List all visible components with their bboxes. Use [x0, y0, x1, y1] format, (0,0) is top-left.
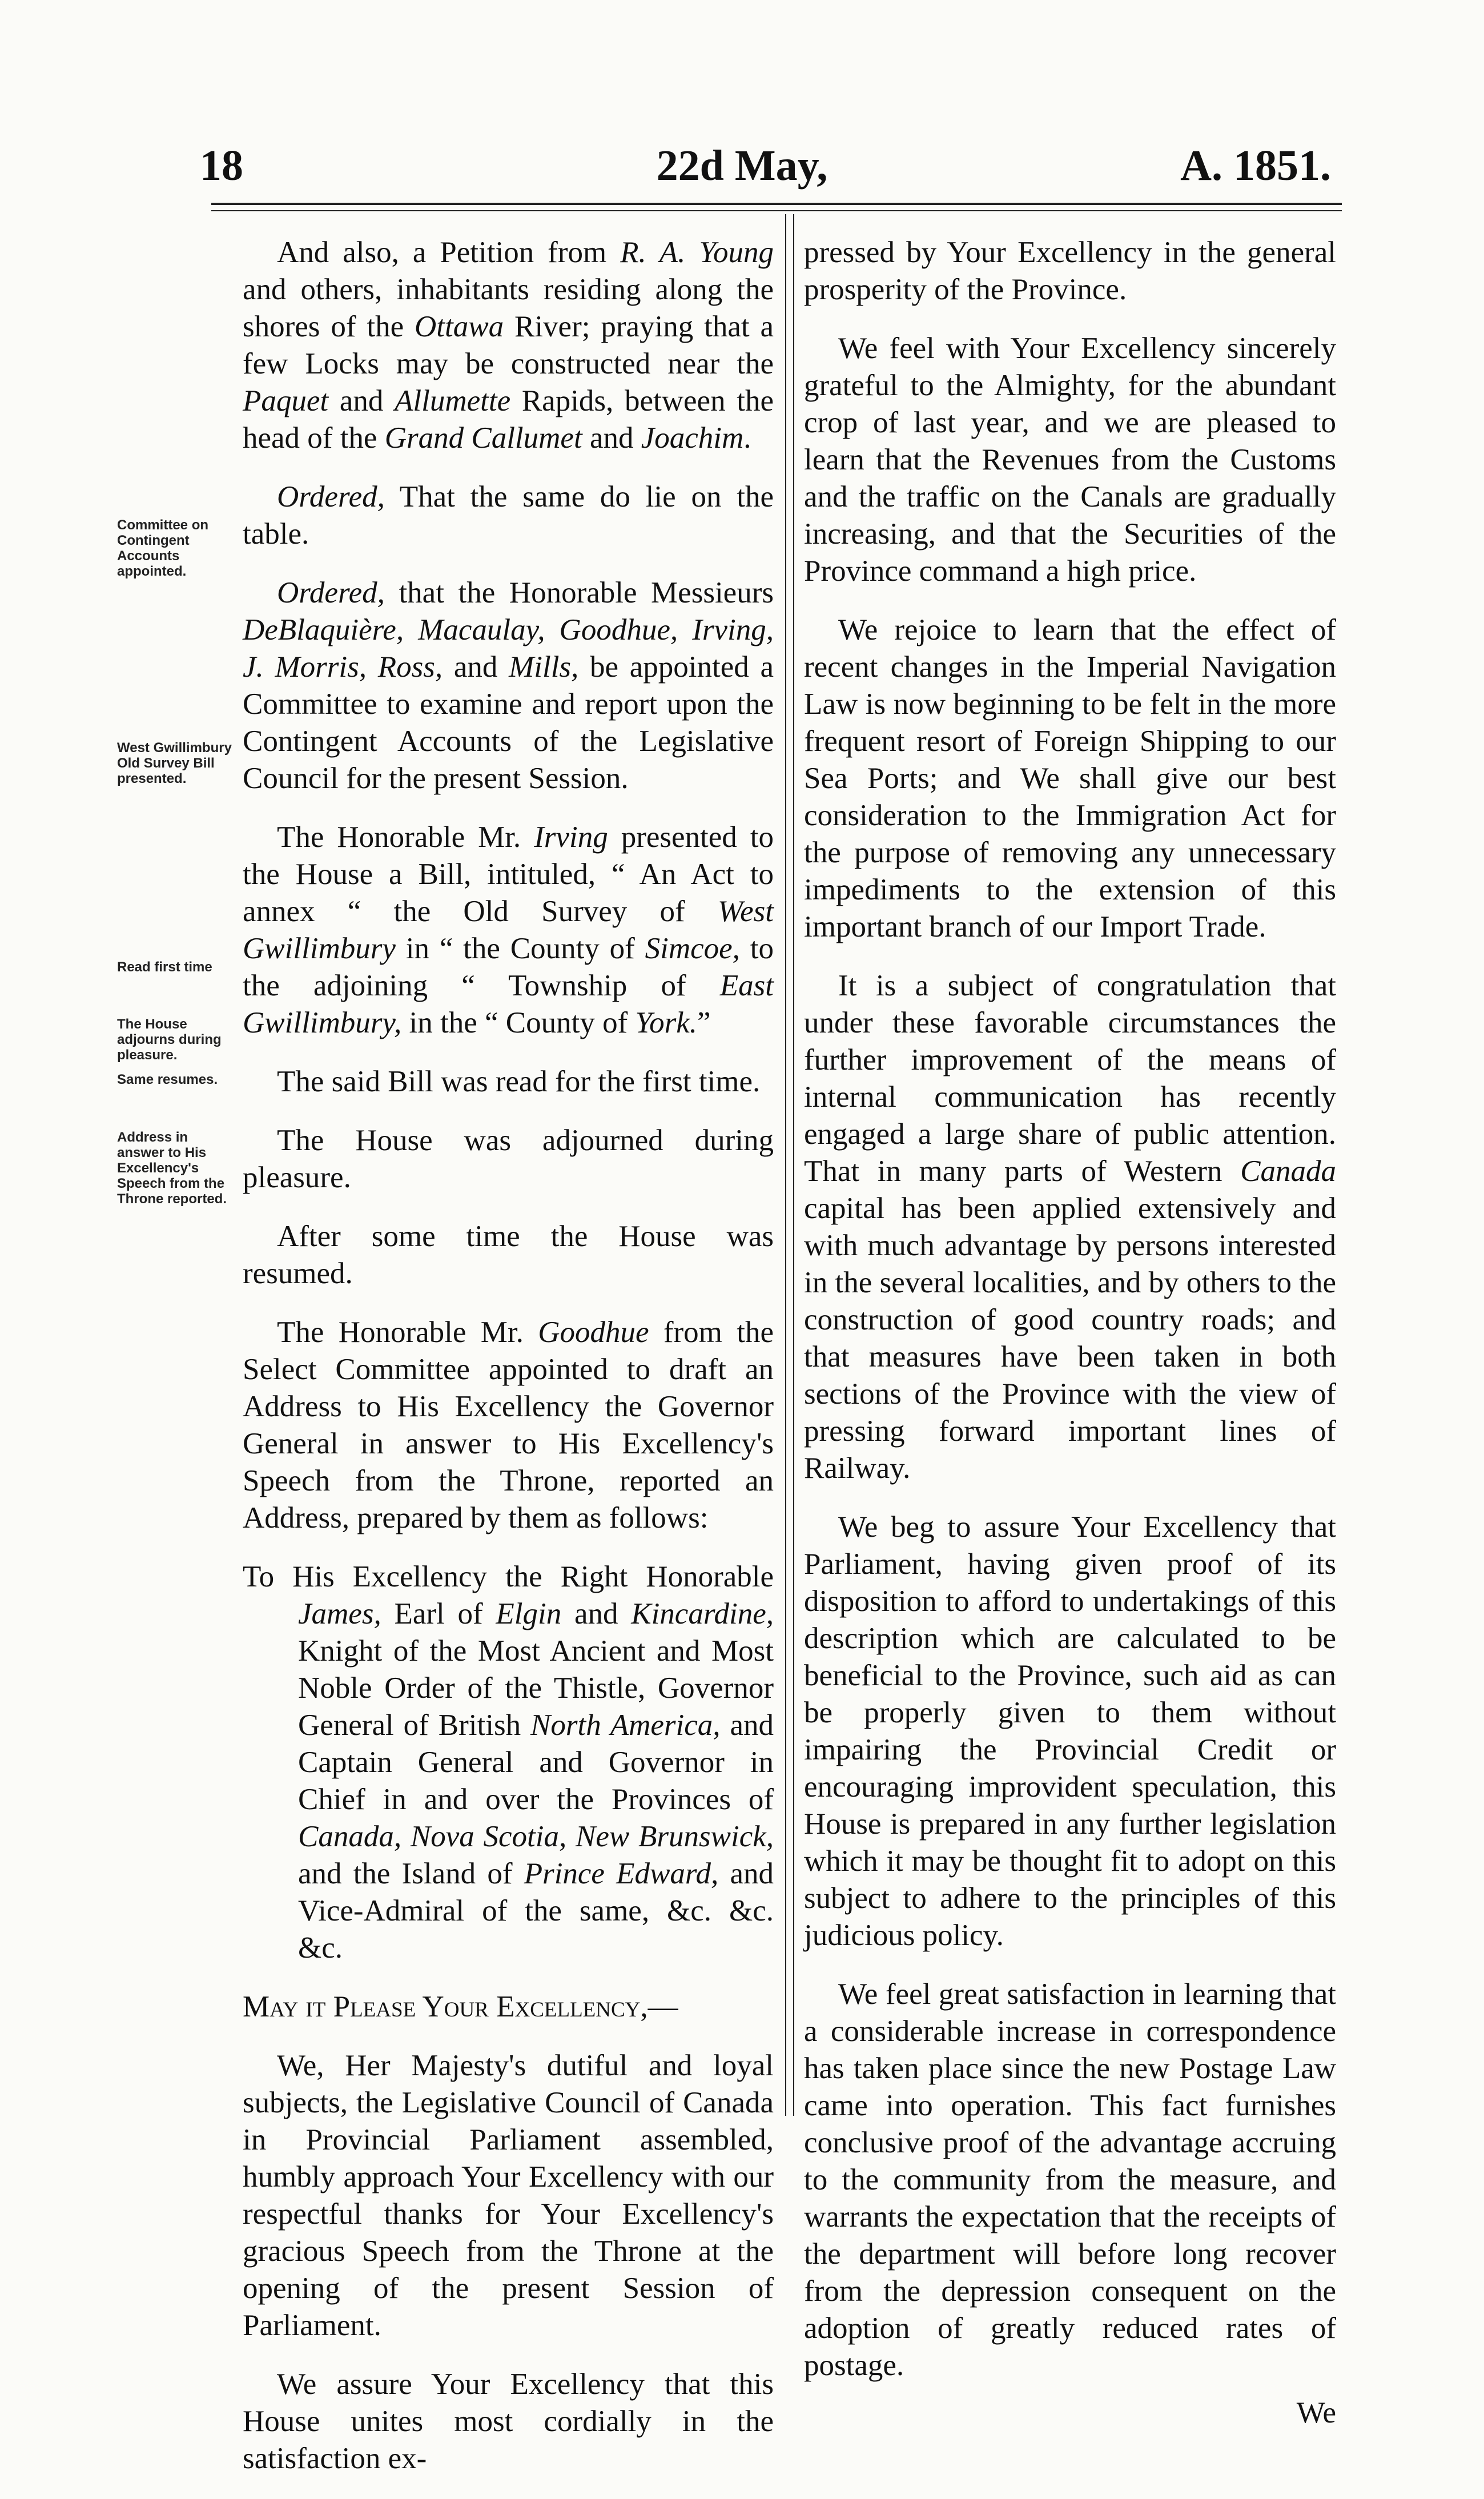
margin-note-address: Address in answer to His Excellency's Speech from the Throne reported.: [117, 1130, 227, 1207]
catchword: We: [1296, 2396, 1336, 2429]
header-rule-thin: [211, 210, 1342, 211]
column-divider: [785, 214, 794, 2116]
address-report-paragraph: The Honorable Mr. Goodhue from the Select Committee appointed to draft an Address to His Excellency the Governor General in answer to His Excellency's Speech from the Throne, reported an Address, prepared by them as follows:: [243, 1316, 774, 1534]
margin-note-bill: West Gwillimbury Old Survey Bill presented.: [117, 740, 232, 786]
salutation: May it Please Your Excellency,—: [243, 1990, 678, 2023]
page-year: A. 1851.: [1180, 142, 1331, 190]
committee-paragraph: Ordered, that the Honorable Messieurs DeBlaquière, Macaulay, Goodhue, Irving, J. Morris, Ross, and Mills, be appointed a Committee to examine and report upon the Contingent Accounts of the Legislative Council for the present Session.: [243, 576, 774, 795]
margin-note-adjourn: The House adjourns during pleasure.: [117, 1017, 222, 1063]
assure-paragraph: We assure Your Excellency that this House unites most cordially in the satisfaction ex-: [243, 2368, 774, 2475]
resumed-paragraph: After some time the House was resumed.: [243, 1220, 774, 1290]
ordered-table-paragraph: Ordered, That the same do lie on the table.: [243, 480, 774, 551]
left-column: [243, 234, 774, 2499]
header-rule-thick: [211, 203, 1342, 205]
bill-paragraph: The Honorable Mr. Irving presented to the House a Bill, intituled, “ An Act to annex “ the Old Survey of West Gwillimbury in “ the County of Simcoe, to the adjoining “ Township of East Gwillimbury, in the “ County of York.”: [243, 821, 774, 1039]
first-reading-paragraph: The said Bill was read for the first time.: [277, 1065, 761, 1098]
loyal-subjects-paragraph: We, Her Majesty's dutiful and loyal subjects, the Legislative Council of Canada in Provincial Parliament assembled, humbly approach Your Excellency with our respectful thanks for Your Excellency's gracious Speech from the Throne at the opening of the present Session of Parliament.: [243, 2049, 774, 2342]
postage-paragraph: We feel great satisfaction in learning that a considerable increase in correspondence has taken place since the new Postage Law came into operation. This fact furnishes conclusive proof of the advantage accruing to the community from the measure, and warrants the expectation that the receipts of the department will before long recover from the depression consequent on the adoption of greatly reduced rates of postage.: [804, 1978, 1336, 2382]
prosperity-paragraph: pressed by Your Excellency in the general prosperity of the Province.: [804, 236, 1336, 306]
page-number: 18: [200, 142, 243, 190]
navigation-law-paragraph: We rejoice to learn that the effect of recent changes in the Imperial Navigation Law is now beginning to be felt in the more frequent resort of Foreign Shipping to our Sea Ports; and We shall give our best consideration to the Immigration Act for the purpose of removing any unnecessary impediments to the extension of this important branch of our Import Trade.: [804, 613, 1336, 943]
page-date: 22d May,: [656, 142, 828, 190]
margin-note-resumes: Same resumes.: [117, 1072, 218, 1087]
grateful-paragraph: We feel with Your Excellency sincerely grateful to the Almighty, for the abundant crop of last year, and we are pleased to learn that the Revenues from the Customs and the traffic on the Canals are gradually increasing, and that the Securities of the Province command a high price.: [804, 332, 1336, 588]
petition-paragraph: And also, a Petition from R. A. Young and others, inhabitants residing along the shores of the Ottawa River; praying that a few Locks may be constructed near the Paquet and Allumette Rapids, between the head of the Grand Callumet and Joachim.: [243, 236, 774, 455]
margin-note-first-reading: Read first time: [117, 959, 212, 975]
right-column: [804, 234, 1336, 2453]
address-heading: To His Excellency the Right Honorable James, Earl of Elgin and Kincardine, Knight of the Most Ancient and Most Noble Order of the Thistle, Governor General of British North America, and Captain General and Governor in Chief in and over the Provinces of Canada, Nova Scotia, New Brunswick, and the Island of Prince Edward, and Vice-Admiral of the same, &c. &c. &c.: [243, 1560, 774, 1964]
adjourned-paragraph: The House was adjourned during pleasure.: [243, 1124, 774, 1194]
parliament-paragraph: We beg to assure Your Excellency that Parliament, having given proof of its disposition to afford to undertakings of this description which are calculated to be beneficial to the Province, such aid as can be properly given to them without impairing the Provincial Credit or encouraging improvident speculation, this House is prepared in any further legislation which it may be thought fit to adopt on this subject to adhere to the principles of this judicious policy.: [804, 1510, 1336, 1952]
margin-note-committee: Committee on Contingent Accounts appointed.: [117, 517, 209, 579]
page-header: [0, 140, 1484, 191]
communication-paragraph: It is a subject of congratulation that under these favorable circumstances the further improvement of the means of internal communication has recently engaged a large share of public attention. That in many parts of Western Canada capital has been applied extensively and with much advantage by persons interested in the several localities, and by others to the construction of good country roads; and that measures have been taken in both sections of the Province with the view of pressing forward important lines of Railway.: [804, 969, 1336, 1485]
